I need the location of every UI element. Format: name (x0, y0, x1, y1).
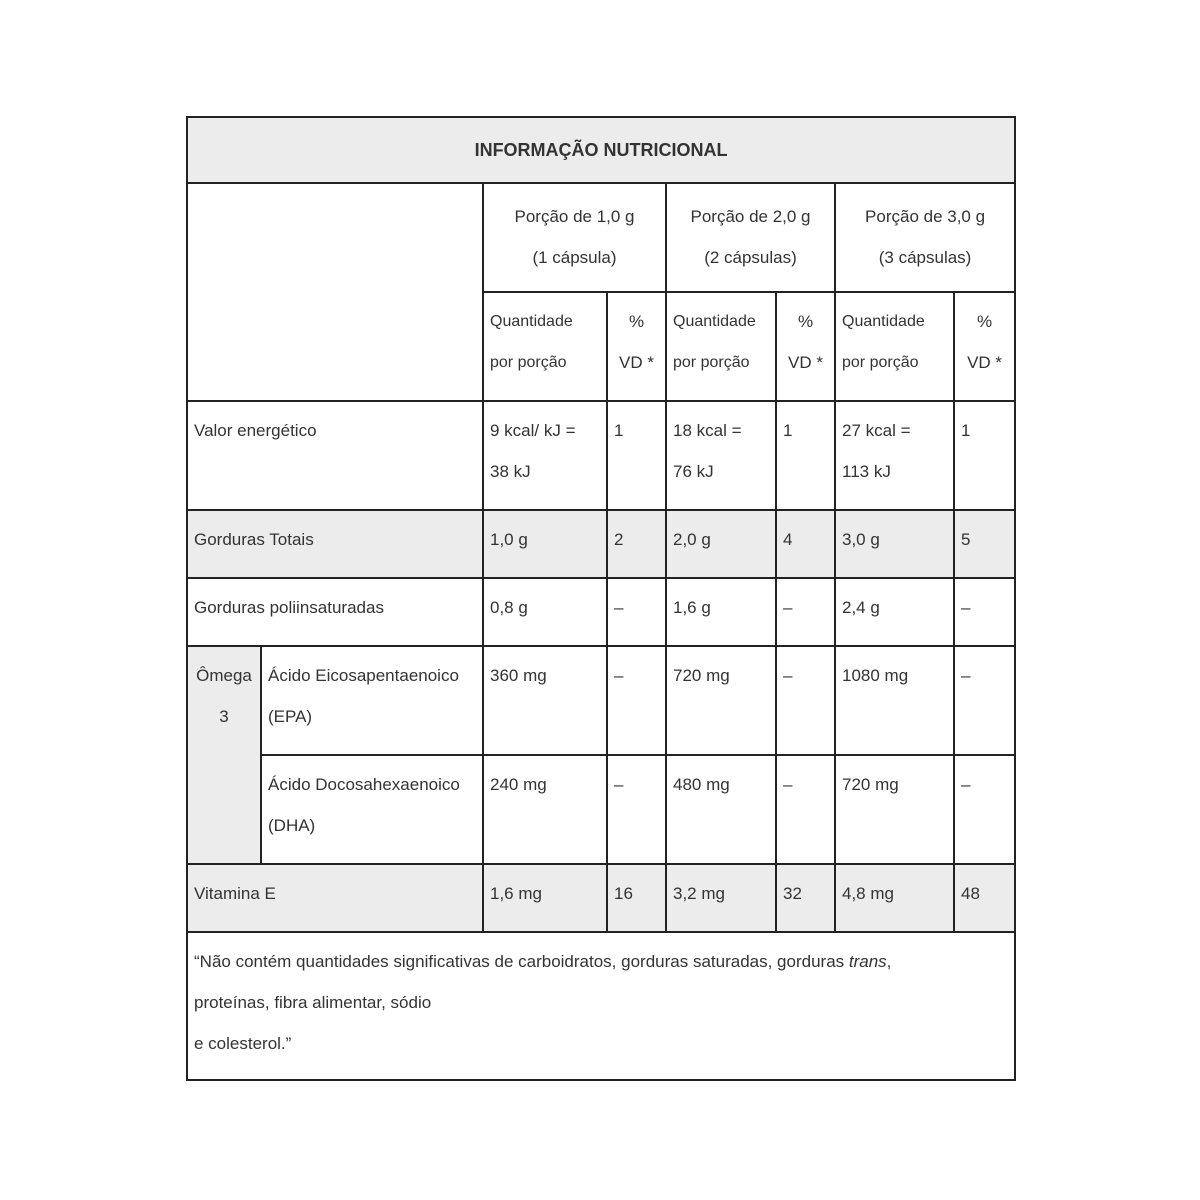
qty-value: 3,0 g (842, 530, 880, 549)
portion-1-units: (1 cápsula) (532, 248, 617, 267)
row-label (261, 646, 483, 755)
row-label-text: Valor energético (194, 421, 317, 440)
vd-cell (607, 646, 666, 755)
vd-cell (776, 646, 835, 755)
vd-header-label: % (628, 312, 645, 331)
vd-value: – (614, 598, 624, 617)
footnote (187, 932, 1015, 1080)
vd-value: – (614, 666, 624, 685)
qty-cell (666, 578, 776, 646)
portion-2-size: Porção de 2,0 g (690, 207, 811, 226)
vd-value: – (783, 598, 793, 617)
footnote-text: “Não contém quantidades significativas de carboidratos, gorduras saturadas, gorduras (194, 952, 849, 971)
qty-cell (483, 401, 607, 510)
qty-value: 27 kcal = (842, 421, 911, 440)
qty-value: 720 mg (842, 775, 899, 794)
table-row-total-fat (187, 510, 1015, 578)
vd-value: 5 (961, 530, 971, 549)
vd-cell (776, 755, 835, 864)
qty-header-label: por porção (490, 354, 567, 371)
qty-value: 1,6 mg (490, 884, 542, 903)
qty-cell (835, 755, 954, 864)
vd-value: 1 (961, 421, 971, 440)
table-row-energy (187, 401, 1015, 510)
portion-3-units: (3 cápsulas) (878, 248, 972, 267)
vd-value: 48 (961, 884, 980, 903)
vd-header-1 (607, 292, 666, 401)
qty-value: 9 kcal/ kJ = (490, 421, 576, 440)
qty-header-1 (483, 292, 607, 401)
vd-header-label: VD * (967, 353, 1003, 372)
omega-label-text: Ômega (196, 666, 252, 685)
qty-value: 76 kJ (673, 462, 714, 481)
qty-value: 113 kJ (842, 462, 891, 481)
qty-cell (483, 755, 607, 864)
qty-header-label: Quantidade (842, 313, 925, 330)
portion-header-3 (835, 183, 1015, 292)
qty-value: 4,8 mg (842, 884, 894, 903)
vd-value: 16 (614, 884, 633, 903)
vd-cell (954, 755, 1015, 864)
omega-3-group-label (187, 646, 261, 864)
nutrition-facts-table (186, 116, 1016, 1081)
row-label-text: Gorduras Totais (194, 530, 314, 549)
vd-header-2 (776, 292, 835, 401)
portion-2-units: (2 cápsulas) (704, 248, 797, 267)
vd-cell (954, 401, 1015, 510)
qty-header-3 (835, 292, 954, 401)
vd-cell (776, 510, 835, 578)
footnote-italic: trans (848, 952, 887, 971)
vd-cell (607, 578, 666, 646)
qty-value: 1,6 g (673, 598, 711, 617)
vd-value: 1 (614, 421, 624, 440)
qty-cell (835, 864, 954, 932)
qty-value: 1080 mg (842, 666, 909, 685)
row-label-text: (DHA) (268, 816, 316, 835)
row-label (187, 401, 483, 510)
vd-value: 1 (783, 421, 793, 440)
qty-cell (666, 401, 776, 510)
blank-corner-cell (187, 183, 483, 401)
row-label-text: (EPA) (268, 707, 313, 726)
table-row-epa (187, 646, 1015, 755)
qty-cell (483, 510, 607, 578)
vd-cell (954, 510, 1015, 578)
vd-cell (954, 646, 1015, 755)
qty-cell (835, 510, 954, 578)
row-label-text: Ácido Docosahexaenoico (268, 775, 460, 794)
title-row (187, 117, 1015, 183)
vd-cell (776, 864, 835, 932)
portion-1-size: Porção de 1,0 g (514, 207, 635, 226)
vd-value: – (961, 598, 971, 617)
qty-header-label: por porção (842, 354, 919, 371)
vd-cell (607, 755, 666, 864)
footnote-text: e colesterol.” (194, 1034, 292, 1053)
qty-value: 0,8 g (490, 598, 528, 617)
qty-cell (666, 646, 776, 755)
omega-label-text: 3 (219, 707, 229, 726)
row-label-text: Ácido Eicosapentaenoico (268, 666, 459, 685)
vd-cell (776, 401, 835, 510)
vd-value: 32 (783, 884, 802, 903)
footnote-text: proteínas, fibra alimentar, sódio (194, 993, 432, 1012)
qty-value: 2,0 g (673, 530, 711, 549)
qty-value: 2,4 g (842, 598, 880, 617)
qty-value: 18 kcal = (673, 421, 742, 440)
qty-value: 38 kJ (490, 462, 531, 481)
qty-header-label: por porção (673, 354, 750, 371)
table-row-vitamin-e (187, 864, 1015, 932)
row-label (187, 510, 483, 578)
qty-value: 720 mg (673, 666, 730, 685)
qty-value: 480 mg (673, 775, 730, 794)
portion-3-size: Porção de 3,0 g (865, 207, 986, 226)
vd-cell (954, 864, 1015, 932)
qty-value: 240 mg (490, 775, 547, 794)
row-label (187, 578, 483, 646)
portion-header-row (187, 183, 1015, 292)
qty-cell (483, 864, 607, 932)
row-label (187, 864, 483, 932)
vd-value: – (783, 666, 793, 685)
portion-header-1 (483, 183, 666, 292)
qty-header-label: Quantidade (490, 313, 573, 330)
vd-header-label: VD * (619, 353, 654, 372)
vd-value: – (961, 775, 971, 794)
row-label-text: Gorduras poliinsaturadas (194, 598, 384, 617)
portion-header-2 (666, 183, 835, 292)
qty-cell (666, 755, 776, 864)
qty-cell (835, 401, 954, 510)
qty-value: 1,0 g (490, 530, 528, 549)
vd-cell (776, 578, 835, 646)
table-row-poly-fat (187, 578, 1015, 646)
vd-header-label: % (797, 312, 814, 331)
qty-value: 3,2 mg (673, 884, 725, 903)
qty-header-2 (666, 292, 776, 401)
qty-cell (835, 646, 954, 755)
vd-value: – (614, 775, 624, 794)
vd-value: 2 (614, 530, 624, 549)
vd-header-label: VD * (788, 353, 823, 372)
table-row-dha (187, 755, 1015, 864)
vd-cell (607, 401, 666, 510)
vd-cell (607, 864, 666, 932)
qty-cell (666, 510, 776, 578)
vd-cell (607, 510, 666, 578)
vd-value: 4 (783, 530, 793, 549)
qty-cell (483, 646, 607, 755)
vd-value: – (961, 666, 971, 685)
vd-header-3 (954, 292, 1015, 401)
vd-cell (954, 578, 1015, 646)
row-label (261, 755, 483, 864)
footnote-text: , (886, 952, 892, 971)
qty-cell (483, 578, 607, 646)
vd-value: – (783, 775, 793, 794)
vd-header-label: % (976, 312, 993, 331)
footnote-row (187, 932, 1015, 1080)
qty-header-label: Quantidade (673, 313, 756, 330)
table-title: INFORMAÇÃO NUTRICIONAL (187, 117, 1015, 183)
qty-value: 360 mg (490, 666, 547, 685)
row-label-text: Vitamina E (194, 884, 276, 903)
qty-cell (666, 864, 776, 932)
qty-cell (835, 578, 954, 646)
